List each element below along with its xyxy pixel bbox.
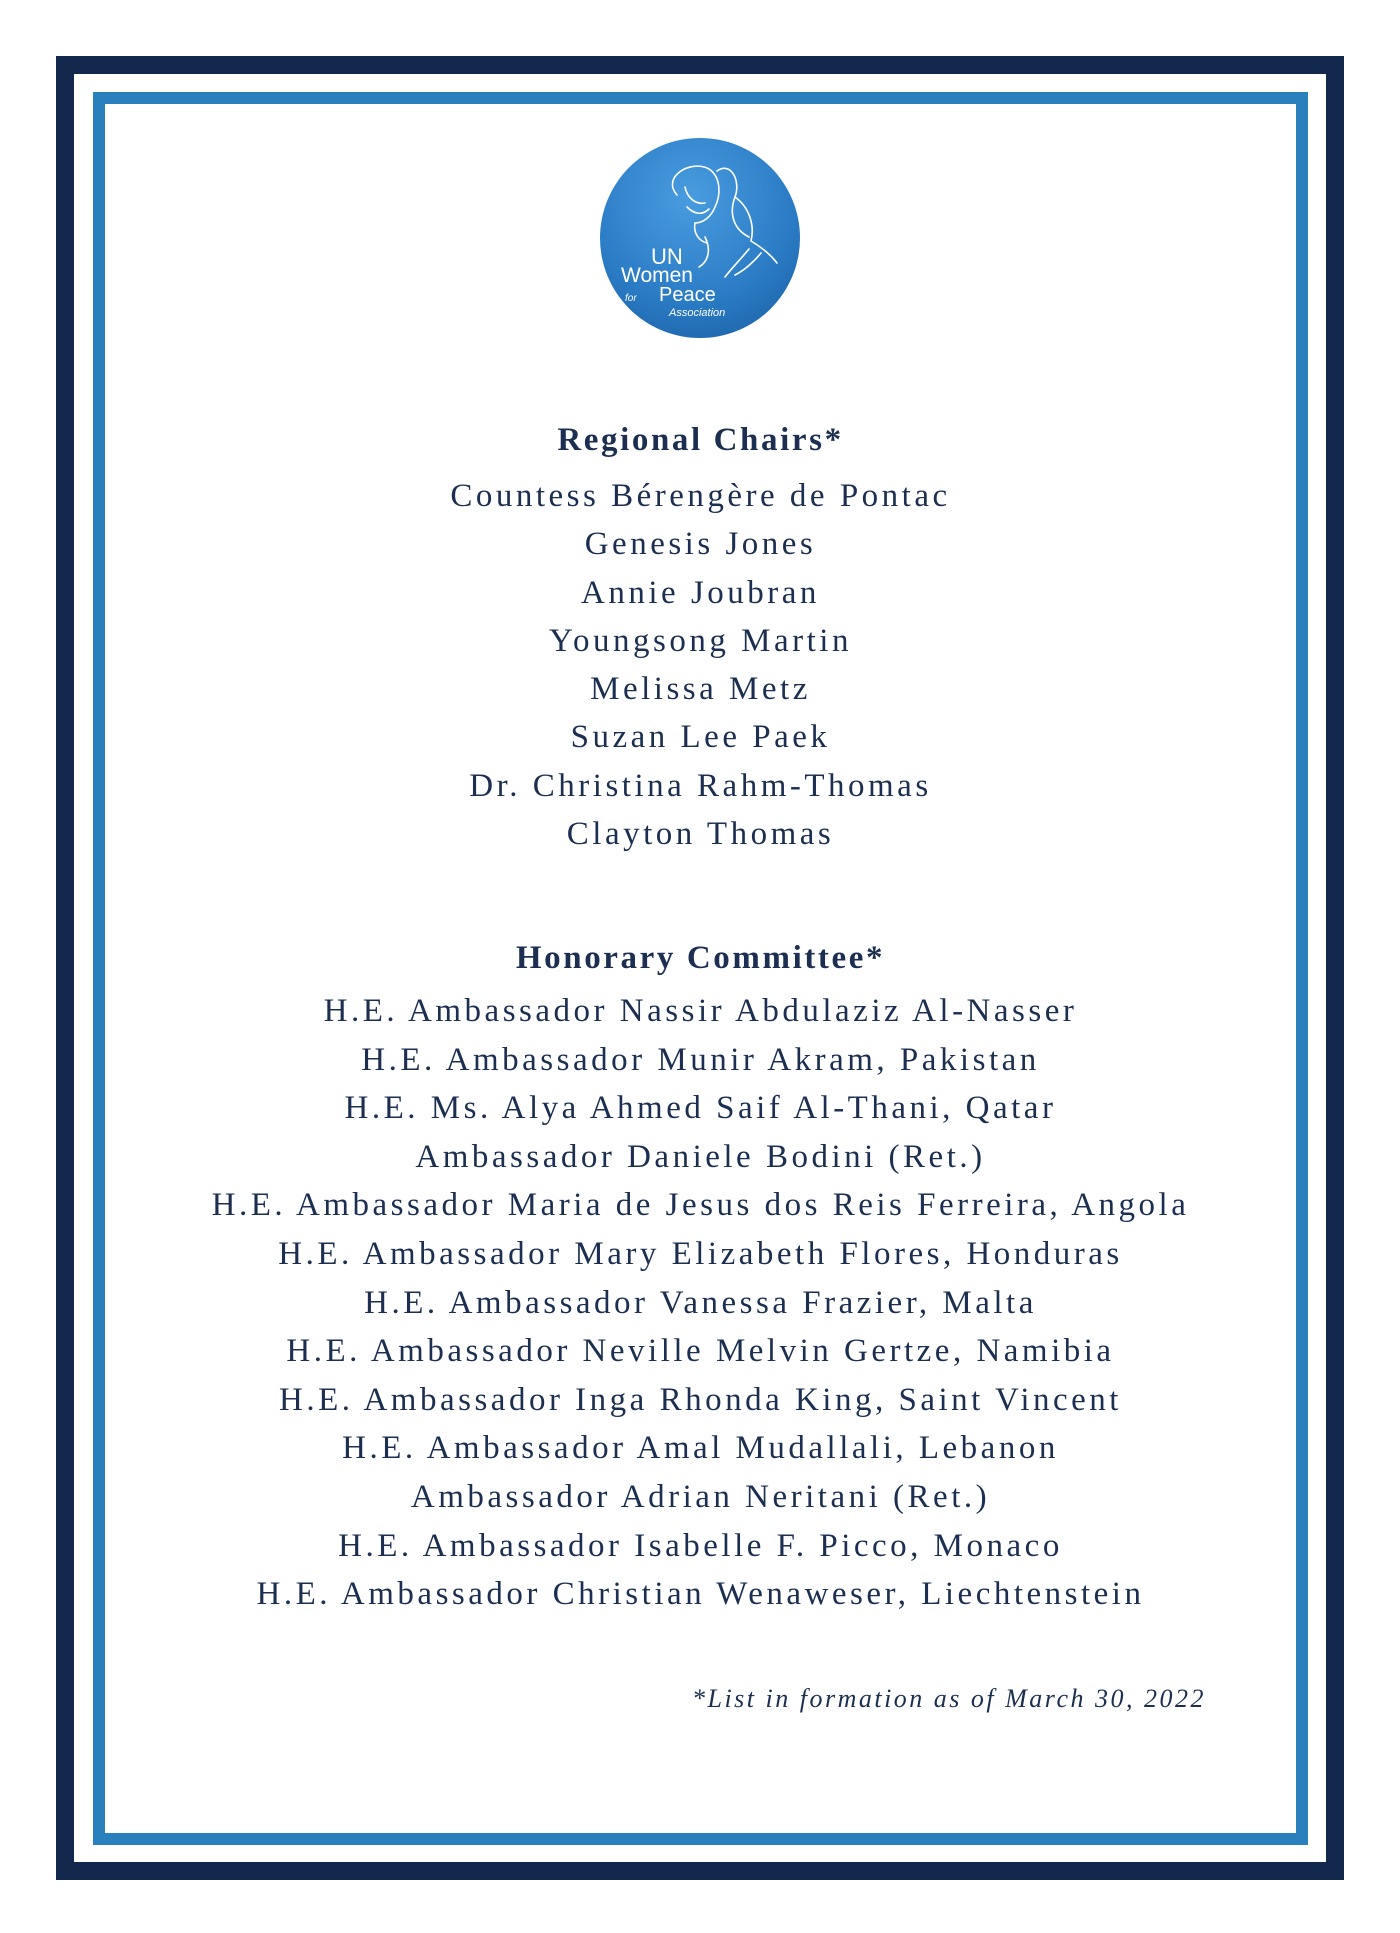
regional-chairs-list bbox=[93, 472, 1308, 858]
honorary-committee-list bbox=[93, 987, 1308, 1619]
honorary-member-name: H.E. Ambassador Nassir Abdulaziz Al-Nasser bbox=[323, 993, 1078, 1029]
honorary-member-name: H.E. Ambassador Neville Melvin Gertze, Namibia bbox=[286, 1333, 1115, 1370]
honorary-member-name: H.E. Ambassador Isabelle F. Picco, Monaco bbox=[338, 1527, 1063, 1564]
honorary-member-name: Ambassador Daniele Bodini (Ret.) bbox=[415, 1138, 986, 1175]
list-formation-footnote: *List in formation as of March 30, 2022 bbox=[691, 1684, 1206, 1713]
honorary-member-name: H.E. Ambassador Vanessa Frazier, Malta bbox=[364, 1284, 1037, 1321]
logo-text-women: Women bbox=[621, 264, 693, 287]
logo-text-for: for bbox=[625, 293, 637, 304]
regional-chair-name: Genesis Jones bbox=[584, 526, 817, 563]
honorary-member-name: Ambassador Adrian Neritani (Ret.) bbox=[410, 1478, 991, 1515]
honorary-member-name: H.E. Ambassador Amal Mudallali, Lebanon bbox=[342, 1430, 1059, 1467]
logo-text-un: UN bbox=[651, 244, 683, 269]
regional-chair-name: Clayton Thomas bbox=[566, 816, 835, 853]
honorary-committee-heading: Honorary Committee* bbox=[515, 940, 886, 976]
un-women-for-peace-logo bbox=[599, 137, 801, 339]
logo-text-association: Association bbox=[669, 307, 726, 319]
honorary-member-name: H.E. Ms. Alya Ahmed Saif Al-Thani, Qatar bbox=[344, 1090, 1057, 1127]
regional-chair-name: Suzan Lee Paek bbox=[570, 719, 831, 756]
logo-text-peace: Peace bbox=[659, 284, 716, 306]
regional-chair-name: Youngsong Martin bbox=[549, 622, 852, 659]
honorary-member-name: H.E. Ambassador Christian Wenaweser, Liechtenstein bbox=[256, 1576, 1145, 1613]
regional-chair-name: Countess Bérengère de Pontac bbox=[450, 478, 951, 514]
honorary-member-name: H.E. Ambassador Inga Rhonda King, Saint Vincent bbox=[279, 1381, 1122, 1418]
regional-chairs-heading: Regional Chairs* bbox=[557, 422, 844, 458]
regional-chair-name: Dr. Christina Rahm-Thomas bbox=[469, 767, 932, 804]
regional-chair-name: Annie Joubran bbox=[581, 574, 820, 611]
honorary-member-name: H.E. Ambassador Maria de Jesus dos Reis Ferreira, Angola bbox=[211, 1187, 1190, 1224]
honorary-member-name: H.E. Ambassador Munir Akram, Pakistan bbox=[361, 1041, 1040, 1078]
honorary-member-name: H.E. Ambassador Mary Elizabeth Flores, Honduras bbox=[278, 1235, 1123, 1272]
regional-chair-name: Melissa Metz bbox=[590, 671, 811, 708]
